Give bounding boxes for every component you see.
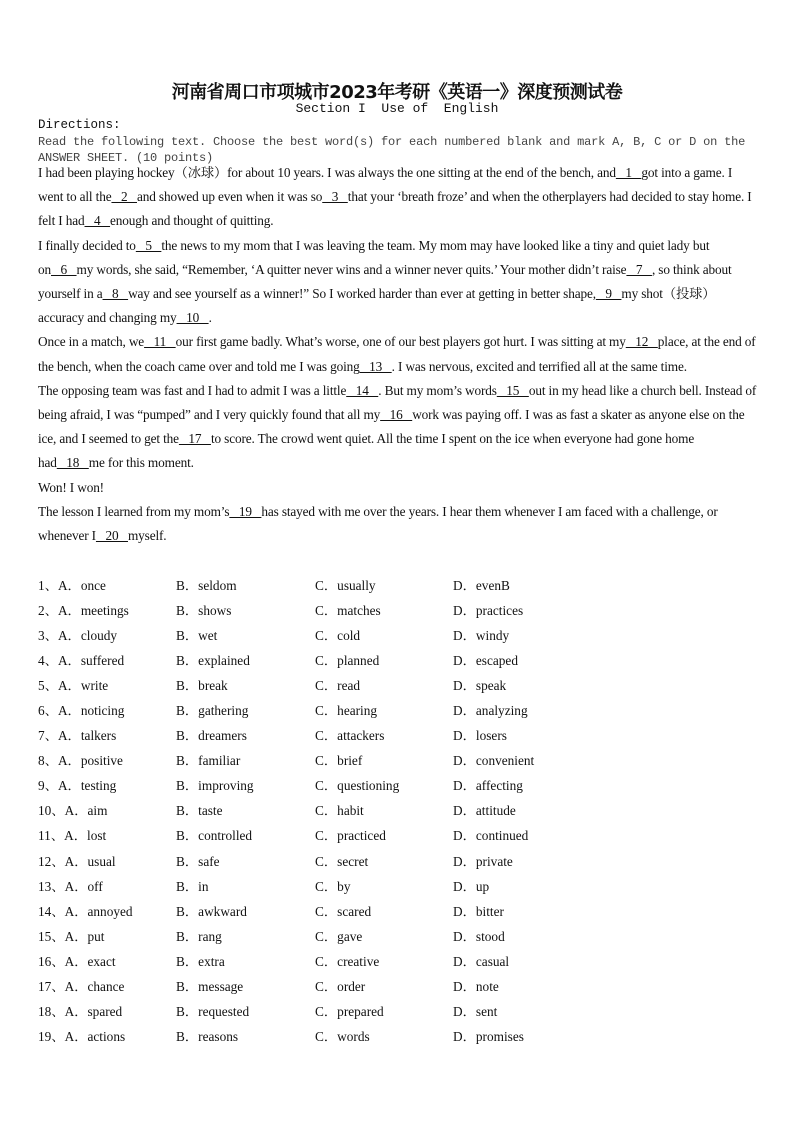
option-b: B．safe [176,853,220,869]
question-options-row [38,875,758,900]
option-a: 9、A．testing [38,778,117,794]
option-a: 6、A．noticing [38,703,125,719]
passage-text: myself. [127,528,167,544]
option-c: C．creative [315,953,380,969]
option-b: B．shows [176,603,232,619]
option-c: C．matches [315,603,381,619]
option-d: D．note [453,978,499,994]
option-a: 15、A．put [38,928,105,944]
passage-text: our first game badly. What’s worse, one of our best players got hurt. I was sitting at my [175,334,626,350]
numbered-blank: 16 [380,407,413,423]
option-b: B．rang [176,928,222,944]
passage-text: Won! I won! [38,479,104,495]
numbered-blank: 2 [111,189,137,205]
option-d: D．analyzing [453,703,528,719]
option-b: B．taste [176,803,223,819]
passage-text: I finally decided to [38,237,136,253]
option-a: 17、A．chance [38,978,125,994]
option-d: D．stood [453,928,505,944]
question-options-row [38,1025,758,1050]
question-options-row [38,699,758,724]
option-d: D．continued [453,828,529,844]
option-c: C．hearing [315,703,378,719]
option-b: B．awkward [176,903,247,919]
option-b: B．explained [176,653,250,669]
option-d: D．convenient [453,753,535,769]
section-heading: Section I Use of English [295,101,499,116]
option-a: 8、A．positive [38,753,123,769]
option-c: C．cold [315,628,361,644]
cloze-passage [38,161,758,548]
numbered-blank: 10 [176,310,209,326]
passage-text: the news to my mom that I was leaving the team. My mom may have looked like a tiny and quiet lady but on [38,237,710,277]
option-a: 1、A．once [38,578,106,593]
numbered-blank: 1 [615,165,642,180]
option-b: B．message [176,978,244,994]
question-options-row [38,900,758,925]
option-b: B．familiar [176,753,241,769]
option-c: C．practiced [315,828,386,844]
passage-text: . [208,310,212,326]
passage-text: , so think about yourself in a [38,261,732,302]
passage-paragraph [38,476,758,500]
directions-text: Read the following text. Choose the best word(s) for each numbered blank and mark A, B, C or D on the ANSWER SHEET. (10 points) [38,135,746,165]
numbered-blank: 17 [178,431,211,447]
option-d: D．windy [453,628,510,644]
option-b: B．dreamers [176,728,247,744]
passage-text: and showed up even when it was so [137,189,323,205]
numbered-blank: 5 [135,237,162,253]
option-d: D．up [453,878,490,894]
question-options-row [38,649,758,674]
option-d: D．practices [453,603,524,619]
option-c: C．order [315,978,366,994]
option-d: D．promises [453,1028,524,1044]
question-options-row [38,724,758,749]
option-a: 16、A．exact [38,953,116,969]
option-d: D．affecting [453,778,523,794]
option-d: D．escaped [453,653,518,669]
option-c: C．prepared [315,1003,384,1019]
option-c: C．read [315,678,361,694]
passage-text: . I was nervous, excited and terrified all at the same time. [391,358,687,374]
option-c: C．secret [315,853,369,869]
option-c: C．gave [315,928,363,944]
option-b: B．gathering [176,703,249,719]
option-b: B．controlled [176,828,253,844]
numbered-blank: 13 [359,358,392,374]
option-c: C．usually [315,578,376,593]
question-options-row [38,850,758,875]
numbered-blank: 6 [51,261,77,277]
option-a: 13、A．off [38,878,103,894]
passage-text: my shot（投球） accuracy and changing my [38,286,716,326]
option-d: D．casual [453,953,510,969]
option-b: B．improving [176,778,254,794]
option-d: D．sent [453,1003,498,1019]
passage-text: Once in a match, we [38,334,145,350]
passage-paragraph [38,161,758,234]
passage-text: that your ‘breath froze’ and when the otherplayers had decided to stay home. I felt I had [38,189,752,229]
passage-paragraph [38,234,758,331]
option-a: 11、A．lost [38,828,107,844]
option-a: 19、A．actions [38,1028,126,1044]
numbered-blank: 3 [322,189,348,205]
passage-paragraph [38,330,758,378]
question-options-row [38,824,758,849]
question-options-row [38,574,758,599]
numbered-blank: 15 [496,382,529,398]
option-d: D．bitter [453,903,504,919]
option-a: 3、A．cloudy [38,628,118,644]
numbered-blank: 19 [229,503,262,519]
numbered-blank: 4 [84,213,111,229]
option-b: B．seldom [176,578,237,593]
passage-text: my words, she said, “Remember, ‘A quitter never wins and a winner never quits.’ Your mother didn’t raise [76,261,627,277]
passage-text: I had been playing hockey（冰球）for about 10 years. I was always the one sitting at the end of the bench, and [38,165,616,180]
question-options-row [38,950,758,975]
numbered-blank: 9 [595,286,622,302]
passage-text: enough and thought of quitting. [110,213,274,229]
question-options-row [38,624,758,649]
option-d: D．losers [453,728,507,744]
answer-options [38,574,758,1050]
option-d: D．evenB [453,578,510,593]
option-a: 18、A．spared [38,1003,123,1019]
option-c: C．words [315,1028,370,1044]
passage-text: out in my head like a church bell. Instead of being afraid, I was “pumped” and I very quickly found that all my [38,382,757,423]
passage-text: place, at the end of the bench, when the coach came over and told me I was going [38,334,756,374]
option-a: 14、A．annoyed [38,903,133,919]
option-d: D．private [453,853,513,869]
option-c: C．by [315,878,351,894]
question-options-row [38,1000,758,1025]
numbered-blank: 14 [346,382,379,398]
question-options-row [38,599,758,624]
option-b: B．reasons [176,1028,239,1044]
option-a: 2、A．meetings [38,603,129,619]
option-c: C．habit [315,803,364,819]
option-b: B．requested [176,1003,250,1019]
numbered-blank: 18 [56,455,89,471]
question-options-row [38,799,758,824]
passage-paragraph [38,500,758,548]
numbered-blank: 12 [625,334,658,350]
option-c: C．brief [315,753,363,769]
option-d: D．attitude [453,803,516,819]
numbered-blank: 8 [102,286,129,302]
question-options-row [38,975,758,1000]
option-b: B．extra [176,953,225,969]
option-a: 10、A．aim [38,803,108,819]
passage-text: got into a game. I went to all the [38,165,733,205]
option-b: B．break [176,678,228,694]
numbered-blank: 11 [144,334,176,350]
passage-text: has stayed with me over the years. I hear them whenever I am faced with a challenge, or whenever I [38,503,718,544]
option-b: B．wet [176,628,218,644]
option-a: 7、A．talkers [38,728,117,744]
passage-text: The lesson I learned from my mom’s [38,503,230,519]
passage-text: way and see yourself as a winner!” So I worked harder than ever at getting in better shape, [128,286,596,302]
option-a: 12、A．usual [38,853,116,869]
question-options-row [38,674,758,699]
option-b: B．in [176,878,209,894]
passage-text: me for this moment. [88,455,194,471]
option-c: C．scared [315,903,372,919]
directions-label: Directions: [38,118,121,132]
question-options-row [38,749,758,774]
question-options-row [38,925,758,950]
option-c: C．questioning [315,778,400,794]
passage-text: to score. The crowd went quiet. All the time I spent on the ice when everyone had gone home had [38,431,695,471]
option-d: D．speak [453,678,507,694]
option-a: 5、A．write [38,678,109,694]
numbered-blank: 7 [626,261,652,277]
passage-text: work was paying off. I was as fast a skater as anyone else on the ice, and I seemed to get the [38,407,745,447]
passage-paragraph [38,379,758,476]
passage-text: . But my mom’s words [378,382,497,398]
option-c: C．planned [315,653,380,669]
question-options-row [38,774,758,799]
passage-text: The opposing team was fast and I had to admit I was a little [38,382,347,398]
document-title: 河南省周口市项城市2023年考研《英语一》深度预测试卷 [171,82,623,103]
option-a: 4、A．suffered [38,653,125,669]
numbered-blank: 20 [95,528,128,544]
option-c: C．attackers [315,728,385,744]
